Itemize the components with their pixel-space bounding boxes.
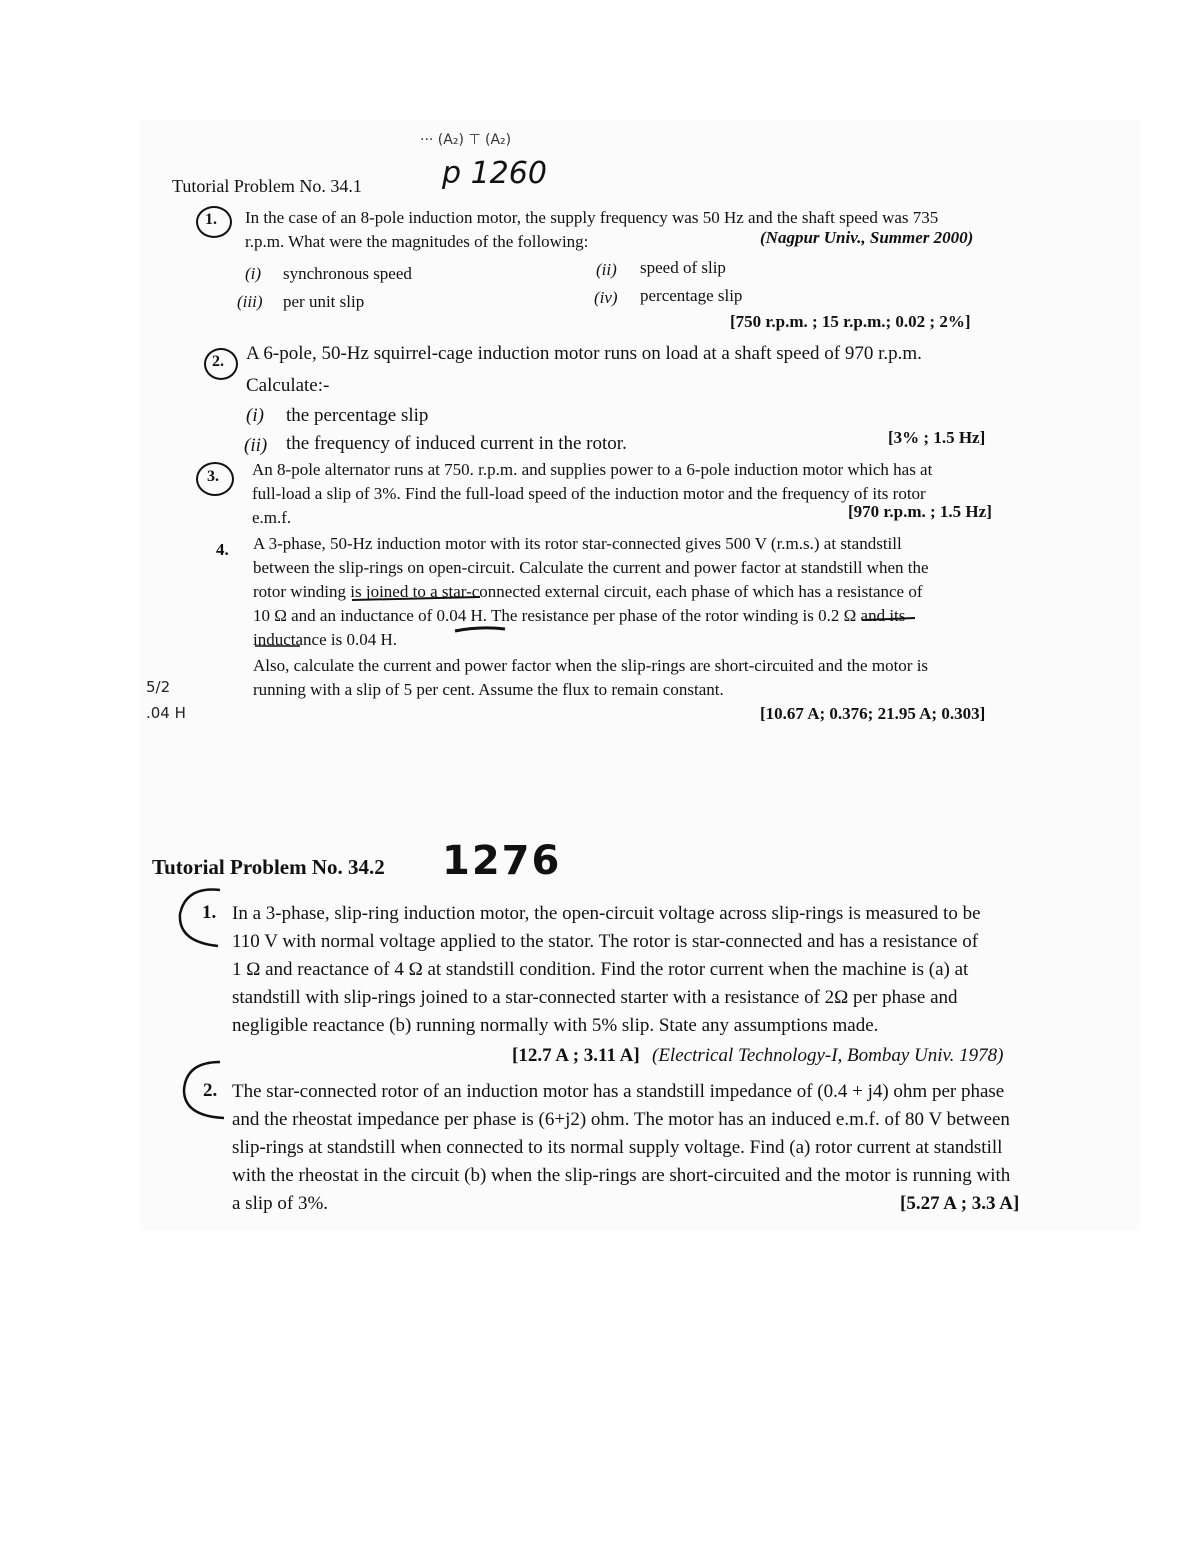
- problem-answer: [10.67 A; 0.376; 21.95 A; 0.303]: [760, 704, 986, 723]
- subpart-text: the percentage slip: [286, 405, 429, 426]
- problem-text-line: A 6-pole, 50-Hz squirrel-cage induction motor runs on load at a shaft speed of 970 r.p.m.: [246, 343, 922, 364]
- problem-text-line: between the slip-rings on open-circuit. Calculate the current and power factor at standstill when the: [253, 558, 929, 577]
- section2-title: Tutorial Problem No. 34.2: [152, 855, 385, 879]
- problem-text-line: In the case of an 8-pole induction motor, the supply frequency was 50 Hz and the shaft speed was 735: [245, 208, 939, 227]
- problem-answer: [5.27 A ; 3.3 A]: [900, 1193, 1020, 1214]
- problem-text-line: An 8-pole alternator runs at 750. r.p.m. and supplies power to a 6-pole induction motor which has at: [252, 460, 933, 479]
- subpart-label: (iii): [237, 292, 263, 311]
- problem-text-line: A 3-phase, 50-Hz induction motor with its rotor star-connected gives 500 V (r.m.s.) at standstill: [253, 534, 902, 553]
- subpart-text: percentage slip: [640, 286, 743, 305]
- problem-text-line: r.p.m. What were the magnitudes of the following:: [245, 232, 589, 251]
- problem-text-line: Also, calculate the current and power factor when the slip-rings are short-circuited and the motor is: [253, 656, 929, 675]
- problem-answer: [970 r.p.m. ; 1.5 Hz]: [848, 502, 992, 521]
- problem-number: 4.: [216, 540, 229, 559]
- problem-answer: [12.7 A ; 3.11 A]: [512, 1045, 640, 1066]
- problem-number: 2.: [203, 1080, 218, 1101]
- top-fragment: ··· (A₂) ⊤ (A₂): [420, 132, 512, 148]
- subpart-label: (i): [246, 405, 264, 426]
- problem-source: (Nagpur Univ., Summer 2000): [760, 228, 974, 247]
- subpart-text: the frequency of induced current in the rotor.: [286, 433, 627, 454]
- problem-text-line: 1 Ω and reactance of 4 Ω at standstill condition. Find the rotor current when the machine is (a) at: [232, 959, 969, 980]
- problem-answer: [3% ; 1.5 Hz]: [888, 428, 986, 447]
- problem-number: 3.: [207, 468, 219, 485]
- problem-text-line: negligible reactance (b) running normally with 5% slip. State any assumptions made.: [232, 1015, 879, 1036]
- margin-note: .04 H: [146, 704, 186, 722]
- problem-source: (Electrical Technology-I, Bombay Univ. 1978): [652, 1045, 1004, 1066]
- problem-text-line: 10 Ω and an inductance of 0.04 H. The resistance per phase of the rotor winding is 0.2 Ω and its: [253, 606, 906, 625]
- subpart-text: speed of slip: [640, 258, 726, 277]
- problem-number: 1.: [205, 211, 217, 228]
- subpart-label: (ii): [244, 435, 268, 456]
- subpart-label: (i): [245, 264, 262, 283]
- problem-text-line: running with a slip of 5 per cent. Assume the flux to remain constant.: [253, 680, 724, 699]
- problem-number: 1.: [202, 902, 217, 923]
- problem-text-line: standstill with slip-rings joined to a star-connected starter with a resistance of 2Ω per phase and: [232, 987, 958, 1008]
- problem-text-line: slip-rings at standstill when connected to its normal supply voltage. Find (a) rotor current at standstill: [232, 1137, 1003, 1158]
- problem-text-line: and the rheostat impedance per phase is (6+j2) ohm. The motor has an induced e.m.f. of 80 V between: [232, 1109, 1010, 1130]
- problem-text-line: with the rheostat in the circuit (b) when the slip-rings are short-circuited and the motor is running with: [232, 1165, 1011, 1186]
- subpart-text: per unit slip: [283, 292, 365, 311]
- problem-text-line: Calculate:-: [246, 375, 330, 396]
- problem-text-line: inductance is 0.04 H.: [253, 630, 397, 649]
- section1-title: Tutorial Problem No. 34.1: [172, 176, 362, 196]
- subpart-text: synchronous speed: [283, 264, 412, 283]
- handwritten-page-note-2: 1276: [442, 838, 562, 884]
- problem-text-line: e.m.f.: [252, 508, 292, 527]
- problem-text-line: rotor winding is joined to a star-connected external circuit, each phase of which has a resistance of: [253, 582, 923, 601]
- problem-answer: [750 r.p.m. ; 15 r.p.m.; 0.02 ; 2%]: [730, 312, 971, 331]
- problem-number: 2.: [212, 353, 224, 370]
- problem-text-line: 110 V with normal voltage applied to the stator. The rotor is star-connected and has a resistance of: [232, 931, 979, 952]
- margin-note: 5/2: [146, 678, 171, 696]
- handwritten-page-note-1: p 1260: [442, 156, 547, 191]
- problem-text-line: In a 3-phase, slip-ring induction motor, the open-circuit voltage across slip-rings is measured to be: [232, 903, 981, 924]
- subpart-label: (ii): [596, 260, 617, 279]
- subpart-label: (iv): [594, 288, 618, 307]
- problem-text-line: The star-connected rotor of an induction motor has a standstill impedance of (0.4 + j4) ohm per phase: [232, 1081, 1005, 1102]
- problem-text-line: full-load a slip of 3%. Find the full-load speed of the induction motor and the frequency of its rotor: [252, 484, 926, 503]
- problem-text-line: a slip of 3%.: [232, 1193, 329, 1214]
